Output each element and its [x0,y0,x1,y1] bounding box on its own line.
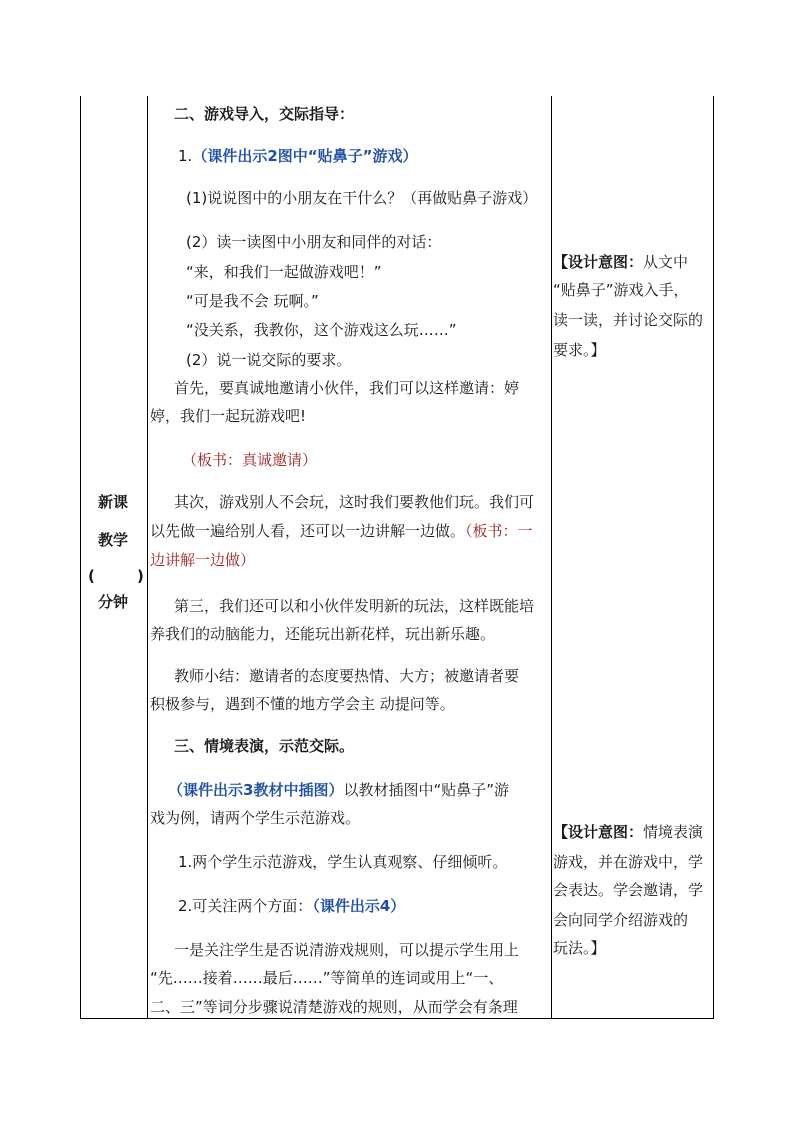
row-label-line1: 新课 [98,493,129,511]
row-label-line4: 分钟 [98,593,129,611]
board-note-2-end: 边讲解一边做） [150,551,256,569]
board-note-1: （板书：真诚邀请） [182,451,318,469]
paragraph-3-line-1: 第三，我们还可以和小伙伴发明新的玩法，这样既能培 [174,597,535,615]
design-note-1-text: 从文中 [643,253,689,271]
question-1: (1)说说图中的小朋友在干什么？（再做贴鼻子游戏） [186,189,538,207]
paragraph-5-courseware: （课件出示3教材中插图） [168,781,344,799]
design-note-2-text: 情境表演 [643,823,704,841]
paragraph-5-rest: 以教材插图中“贴鼻子”游 [343,781,509,799]
paragraph-6-line-3: 二、三”等词分步骤说清楚游戏的规则，从而学会有条理 [150,998,518,1016]
section2-heading: 二、游戏导入，交际指导： [174,105,355,123]
item1-title: （课件出示2图中“贴鼻子”游戏） [192,147,418,165]
design-note-2-label: 【设计意图： [553,823,644,841]
row-label-line2: 教学 [98,531,129,549]
design-note-2-line-2: 游戏，并在游戏中，学 [553,853,704,871]
paragraph-6-line-1: 一是关注学生是否说清游戏规则，可以提示学生用上 [174,941,520,959]
design-note-2-line-4: 会向同学介绍游戏的 [553,911,689,929]
dialog-line-2: “可是我不会 玩啊。” [186,292,319,310]
paragraph-1-line-2: 婷，我们一起玩游戏吧! [150,407,307,425]
row-label-paren-open: ( [88,567,95,585]
design-note-1-label: 【设计意图： [553,253,644,271]
design-note-1-line-3: 读一读，并讨论交际的 [553,311,704,329]
paragraph-3-line-2: 养我们的动脑能力，还能玩出新花样，玩出新乐趣。 [150,625,496,643]
question-2: (2）读一读图中小朋友和同伴的对话： [186,233,442,251]
design-note-2-line-1 [553,822,703,842]
teacher-summary-line-2: 积极参与，遇到不懂的地方学会主 动提问等。 [150,695,455,713]
table-border-left [80,96,81,1019]
dialog-line-3: “没关系，我教你，这个游戏这么玩……” [186,321,457,339]
paragraph-2-line-2 [150,521,533,541]
item1-number: 1. [178,147,193,165]
design-note-1-line-2: “贴鼻子”游戏入手， [553,281,689,299]
design-note-1-line-4: 要求。】 [553,341,606,359]
paragraph-6-line-2: “先……接着……最后……”等简单的连词或用上“一、 [150,969,504,987]
design-note-1-line-1 [553,252,688,272]
paragraph-2-line-2-text: 以先做一遍给别人看，还可以一边讲解一边做。 [150,522,466,540]
paragraph-1-line-1: 首先，要真诚地邀请小伙伴，我们可以这样邀请：婷 [174,379,520,397]
paragraph-2-line-1: 其次，游戏别人不会玩，这时我们要教他们玩。我们可 [174,493,535,511]
step-2-text: 2.可关注两个方面： [178,897,313,915]
design-note-2-line-5: 玩法。】 [553,939,606,957]
item1-line [178,146,417,166]
question-3: (2）说一说交际的要求。 [186,351,352,369]
dialog-line-1: “来，和我们一起做游戏吧！” [186,263,382,281]
table-divider-2 [551,96,552,1019]
step-2-courseware: （课件出示4） [312,897,406,915]
step-1: 1.两个学生示范游戏，学生认真观察、仔细倾听。 [178,853,508,871]
paragraph-5-line-1 [168,780,509,800]
board-note-2-start: （板书：一 [465,522,533,540]
teacher-summary-line-1: 教师小结：邀请者的态度要热情、大方；被邀请者要 [174,667,520,685]
design-note-2-line-3: 会表达。学会邀请，学 [553,881,704,899]
paragraph-5-line-2: 戏为例，请两个学生示范游戏。 [150,809,361,827]
table-border-right [713,96,714,1019]
row-label-paren-close: ) [137,567,144,585]
section3-heading: 三、情境表演，示范交际。 [174,737,355,755]
table-divider-1 [147,96,148,1019]
step-2 [178,896,405,916]
table-border-bottom [80,1018,714,1019]
